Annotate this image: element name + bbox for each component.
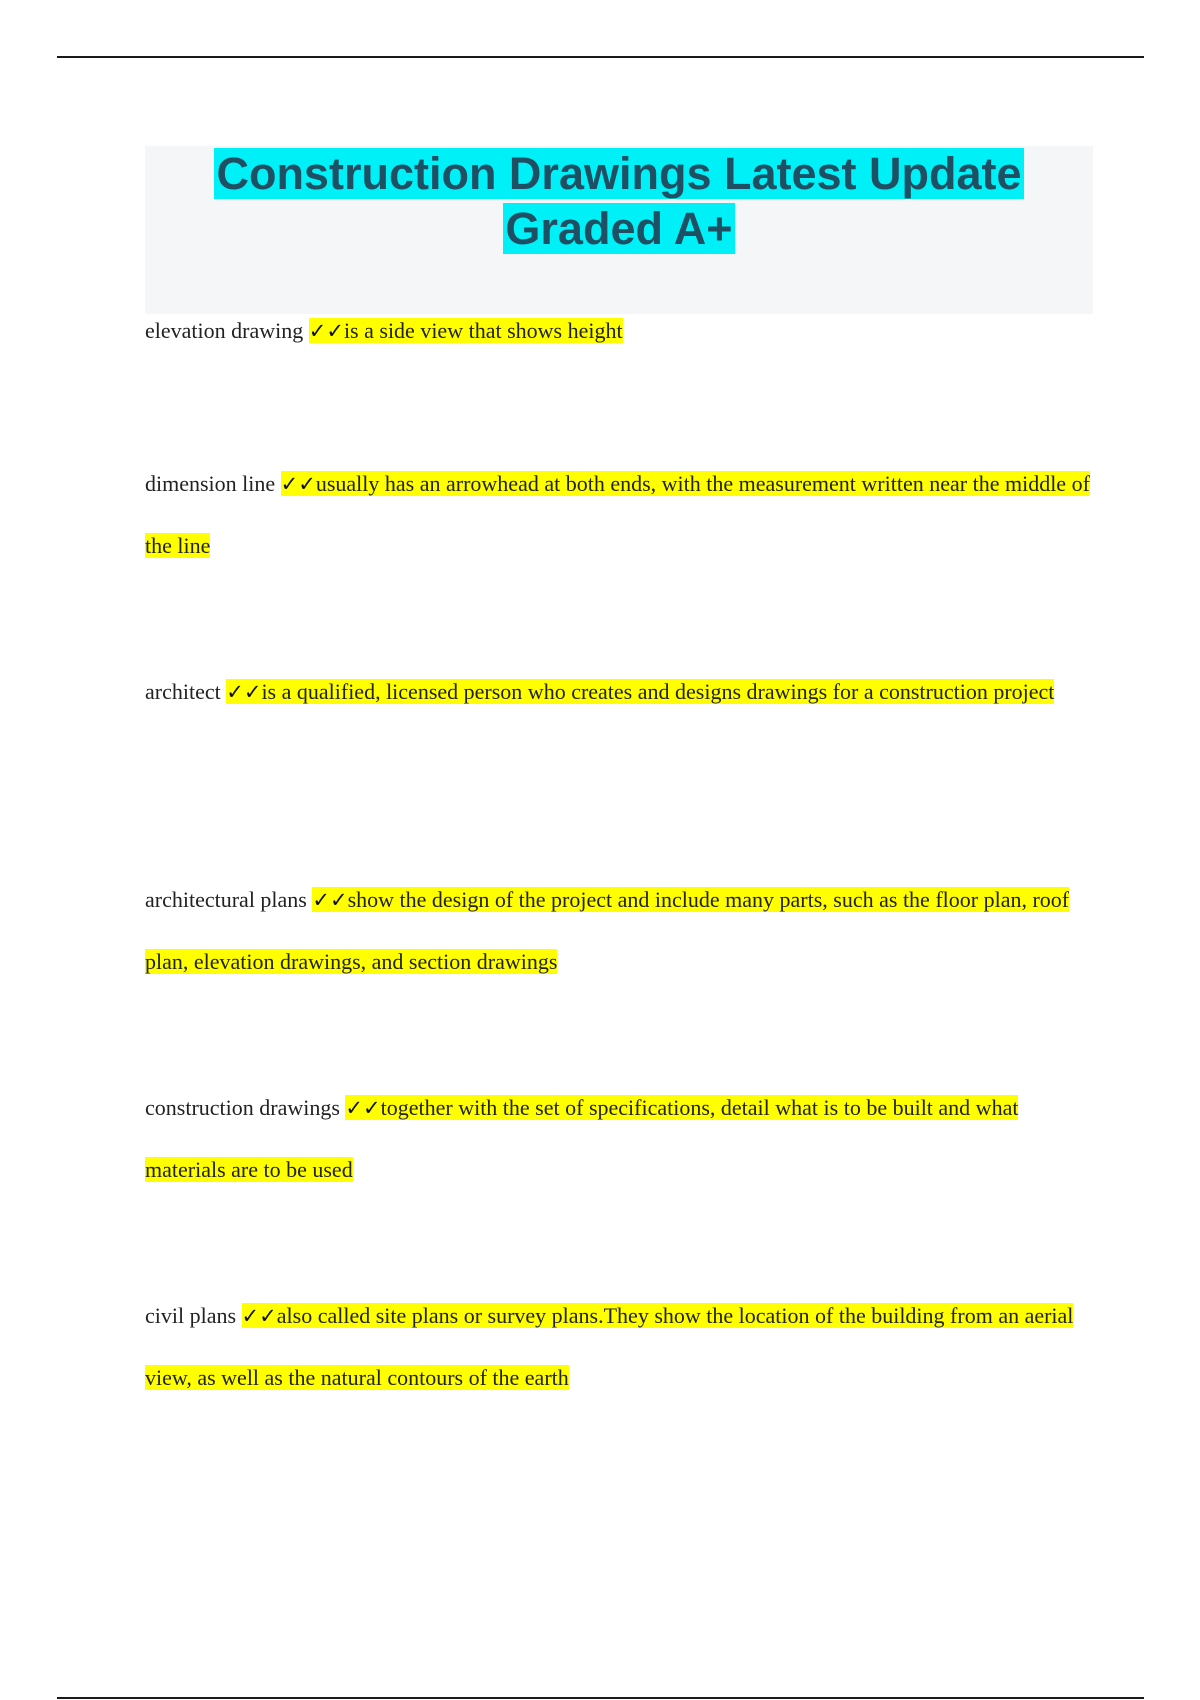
page-bottom-rule [57,1697,1144,1699]
double-check-icon: ✓✓ [241,1304,277,1328]
page-top-rule [57,56,1144,58]
double-check-icon: ✓✓ [345,1096,381,1120]
double-check-icon: ✓✓ [312,888,348,912]
entry-definition-text: usually has an arrowhead at both ends, with the measurement written near the middle of the line [145,471,1090,558]
title-banner [145,146,1093,314]
entry-civil-plans [145,1285,1095,1408]
double-check-icon: ✓✓ [308,319,344,343]
entry-term: construction drawings [145,1095,340,1120]
entry-definition [145,1303,1073,1390]
entry-definition-text: is a side view that shows height [343,318,623,343]
entry-term: civil plans [145,1303,237,1328]
entry-definition-text: show the design of the project and include many parts, such as the floor plan, roof plan, elevation drawings, and section drawings [145,887,1070,974]
entry-architect [145,661,1095,723]
double-check-icon: ✓✓ [280,472,316,496]
entry-elevation-drawing [145,300,1095,362]
double-check-icon: ✓✓ [226,680,262,704]
entry-definition [309,318,623,343]
entry-definition [226,679,1054,704]
entry-definition-text: also called site plans or survey plans.They show the location of the building from an aerial view, as well as the natural contours of the earth [145,1303,1074,1390]
entry-dimension-line [145,453,1095,576]
entry-term: dimension line [145,471,276,496]
page-title: Construction Drawings Latest Update Graded A+ [216,148,1022,254]
entry-term: architectural plans [145,887,307,912]
entry-term: architect [145,679,221,704]
entry-term: elevation drawing [145,318,304,343]
entry-definition [145,471,1090,558]
entry-definition-text: together with the set of specifications, detail what is to be built and what materials are to be used [145,1095,1019,1182]
entry-architectural-plans [145,869,1095,992]
entry-construction-drawings [145,1077,1095,1200]
entry-definition-text: is a qualified, licensed person who creates and designs drawings for a construction project [261,679,1055,704]
